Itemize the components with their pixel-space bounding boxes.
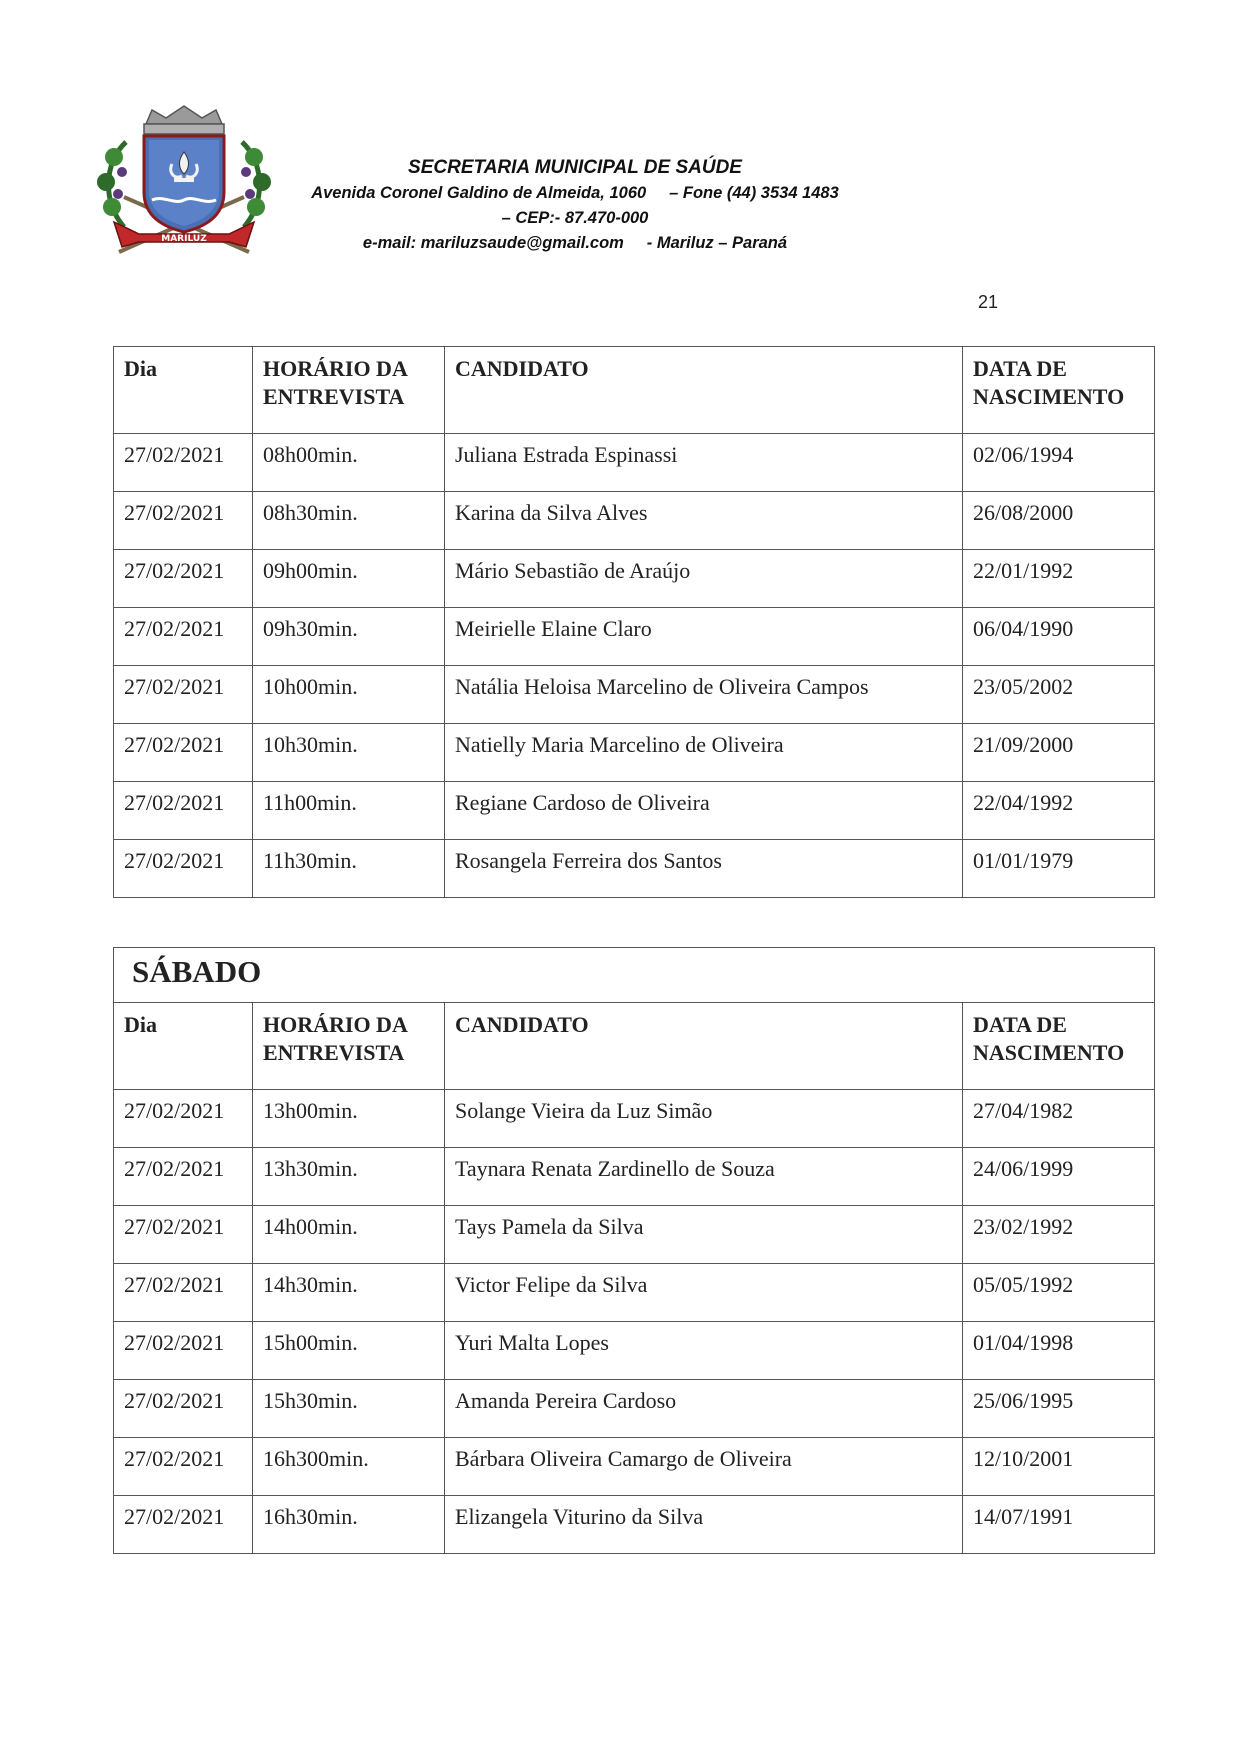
cell-horario: 16h30min.: [253, 1496, 445, 1554]
cell-horario: 10h30min.: [253, 724, 445, 782]
cell-nascimento: 01/04/1998: [963, 1322, 1155, 1380]
table-row: [114, 1090, 1155, 1148]
cell-dia: 27/02/2021: [114, 1206, 253, 1264]
table-row: [114, 434, 1155, 492]
cell-candidato: Taynara Renata Zardinello de Souza: [445, 1148, 963, 1206]
cell-dia: 27/02/2021: [114, 550, 253, 608]
cell-horario: 14h00min.: [253, 1206, 445, 1264]
cell-candidato: Solange Vieira da Luz Simão: [445, 1090, 963, 1148]
table-row: [114, 1148, 1155, 1206]
cell-nascimento: 21/09/2000: [963, 724, 1155, 782]
cell-nascimento: 01/01/1979: [963, 840, 1155, 898]
cell-dia: 27/02/2021: [114, 492, 253, 550]
section-title: SÁBADO: [114, 948, 1155, 1003]
letterhead-email: e-mail: mariluzsaude@gmail.com - Mariluz – Paraná: [362, 234, 788, 252]
cell-horario: 08h00min.: [253, 434, 445, 492]
table-row: [114, 1322, 1155, 1380]
cell-nascimento: 23/05/2002: [963, 666, 1155, 724]
column-header-candidato: CANDIDATO: [445, 347, 963, 434]
cell-dia: 27/02/2021: [114, 1264, 253, 1322]
column-header-nascimento: DATA DE NASCIMENTO: [963, 1003, 1155, 1090]
cell-nascimento: 23/02/1992: [963, 1206, 1155, 1264]
cell-horario: 14h30min.: [253, 1264, 445, 1322]
column-header-dia: Dia: [114, 1003, 253, 1090]
cell-nascimento: 12/10/2001: [963, 1438, 1155, 1496]
cell-horario: 09h00min.: [253, 550, 445, 608]
letterhead-cep: – CEP:- 87.470-000: [501, 209, 649, 227]
cell-dia: 27/02/2021: [114, 724, 253, 782]
table-row: [114, 1264, 1155, 1322]
cell-dia: 27/02/2021: [114, 1496, 253, 1554]
cell-dia: 27/02/2021: [114, 1148, 253, 1206]
cell-candidato: Karina da Silva Alves: [445, 492, 963, 550]
table-header-row: [114, 347, 1155, 434]
table-header-row: [114, 1003, 1155, 1090]
table-row: [114, 1206, 1155, 1264]
cell-horario: 08h30min.: [253, 492, 445, 550]
page-number: 21: [978, 292, 999, 312]
cell-dia: 27/02/2021: [114, 608, 253, 666]
letterhead: [280, 155, 870, 256]
cell-dia: 27/02/2021: [114, 1090, 253, 1148]
cell-candidato: Rosangela Ferreira dos Santos: [445, 840, 963, 898]
section-title-row: [114, 948, 1155, 1003]
mariluz-coat-of-arms-logo: [94, 102, 274, 262]
cell-dia: 27/02/2021: [114, 1322, 253, 1380]
cell-horario: 15h00min.: [253, 1322, 445, 1380]
cell-candidato: Natália Heloisa Marcelino de Oliveira Campos: [445, 666, 963, 724]
cell-candidato: Natielly Maria Marcelino de Oliveira: [445, 724, 963, 782]
cell-nascimento: 27/04/1982: [963, 1090, 1155, 1148]
table-row: [114, 1438, 1155, 1496]
table-row: [114, 492, 1155, 550]
cell-horario: 11h30min.: [253, 840, 445, 898]
cell-horario: 15h30min.: [253, 1380, 445, 1438]
column-header-dia: Dia: [114, 347, 253, 434]
table-row: [114, 1380, 1155, 1438]
cell-candidato: Yuri Malta Lopes: [445, 1322, 963, 1380]
cell-candidato: Bárbara Oliveira Camargo de Oliveira: [445, 1438, 963, 1496]
logo-ribbon-text: MARILUZ: [161, 234, 207, 244]
column-header-horario: HORÁRIO DA ENTREVISTA: [253, 1003, 445, 1090]
cell-horario: 09h30min.: [253, 608, 445, 666]
column-header-nascimento: DATA DE NASCIMENTO: [963, 347, 1155, 434]
cell-horario: 13h30min.: [253, 1148, 445, 1206]
cell-candidato: Mário Sebastião de Araújo: [445, 550, 963, 608]
schedule-table-1: [113, 346, 1155, 898]
cell-nascimento: 24/06/1999: [963, 1148, 1155, 1206]
table-row: [114, 840, 1155, 898]
schedule-table-sabado: [113, 947, 1155, 1554]
cell-nascimento: 06/04/1990: [963, 608, 1155, 666]
column-header-candidato: CANDIDATO: [445, 1003, 963, 1090]
cell-horario: 10h00min.: [253, 666, 445, 724]
cell-candidato: Meirielle Elaine Claro: [445, 608, 963, 666]
cell-dia: 27/02/2021: [114, 1438, 253, 1496]
table-row: [114, 724, 1155, 782]
letterhead-address: Avenida Coronel Galdino de Almeida, 1060 – Fone (44) 3534 1483: [311, 184, 839, 202]
table-row: [114, 782, 1155, 840]
cell-dia: 27/02/2021: [114, 666, 253, 724]
table-row: [114, 1496, 1155, 1554]
cell-nascimento: 25/06/1995: [963, 1380, 1155, 1438]
cell-dia: 27/02/2021: [114, 840, 253, 898]
cell-candidato: Victor Felipe da Silva: [445, 1264, 963, 1322]
cell-nascimento: 05/05/1992: [963, 1264, 1155, 1322]
cell-nascimento: 14/07/1991: [963, 1496, 1155, 1554]
cell-dia: 27/02/2021: [114, 434, 253, 492]
cell-horario: 11h00min.: [253, 782, 445, 840]
cell-candidato: Amanda Pereira Cardoso: [445, 1380, 963, 1438]
letterhead-title: SECRETARIA MUNICIPAL DE SAÚDE: [408, 157, 742, 178]
cell-candidato: Tays Pamela da Silva: [445, 1206, 963, 1264]
cell-dia: 27/02/2021: [114, 782, 253, 840]
cell-horario: 16h300min.: [253, 1438, 445, 1496]
table-row: [114, 608, 1155, 666]
table-row: [114, 666, 1155, 724]
cell-candidato: Elizangela Viturino da Silva: [445, 1496, 963, 1554]
table-row: [114, 550, 1155, 608]
cell-nascimento: 22/04/1992: [963, 782, 1155, 840]
cell-horario: 13h00min.: [253, 1090, 445, 1148]
cell-candidato: Juliana Estrada Espinassi: [445, 434, 963, 492]
cell-nascimento: 02/06/1994: [963, 434, 1155, 492]
cell-nascimento: 26/08/2000: [963, 492, 1155, 550]
cell-candidato: Regiane Cardoso de Oliveira: [445, 782, 963, 840]
cell-nascimento: 22/01/1992: [963, 550, 1155, 608]
column-header-horario: HORÁRIO DA ENTREVISTA: [253, 347, 445, 434]
cell-dia: 27/02/2021: [114, 1380, 253, 1438]
